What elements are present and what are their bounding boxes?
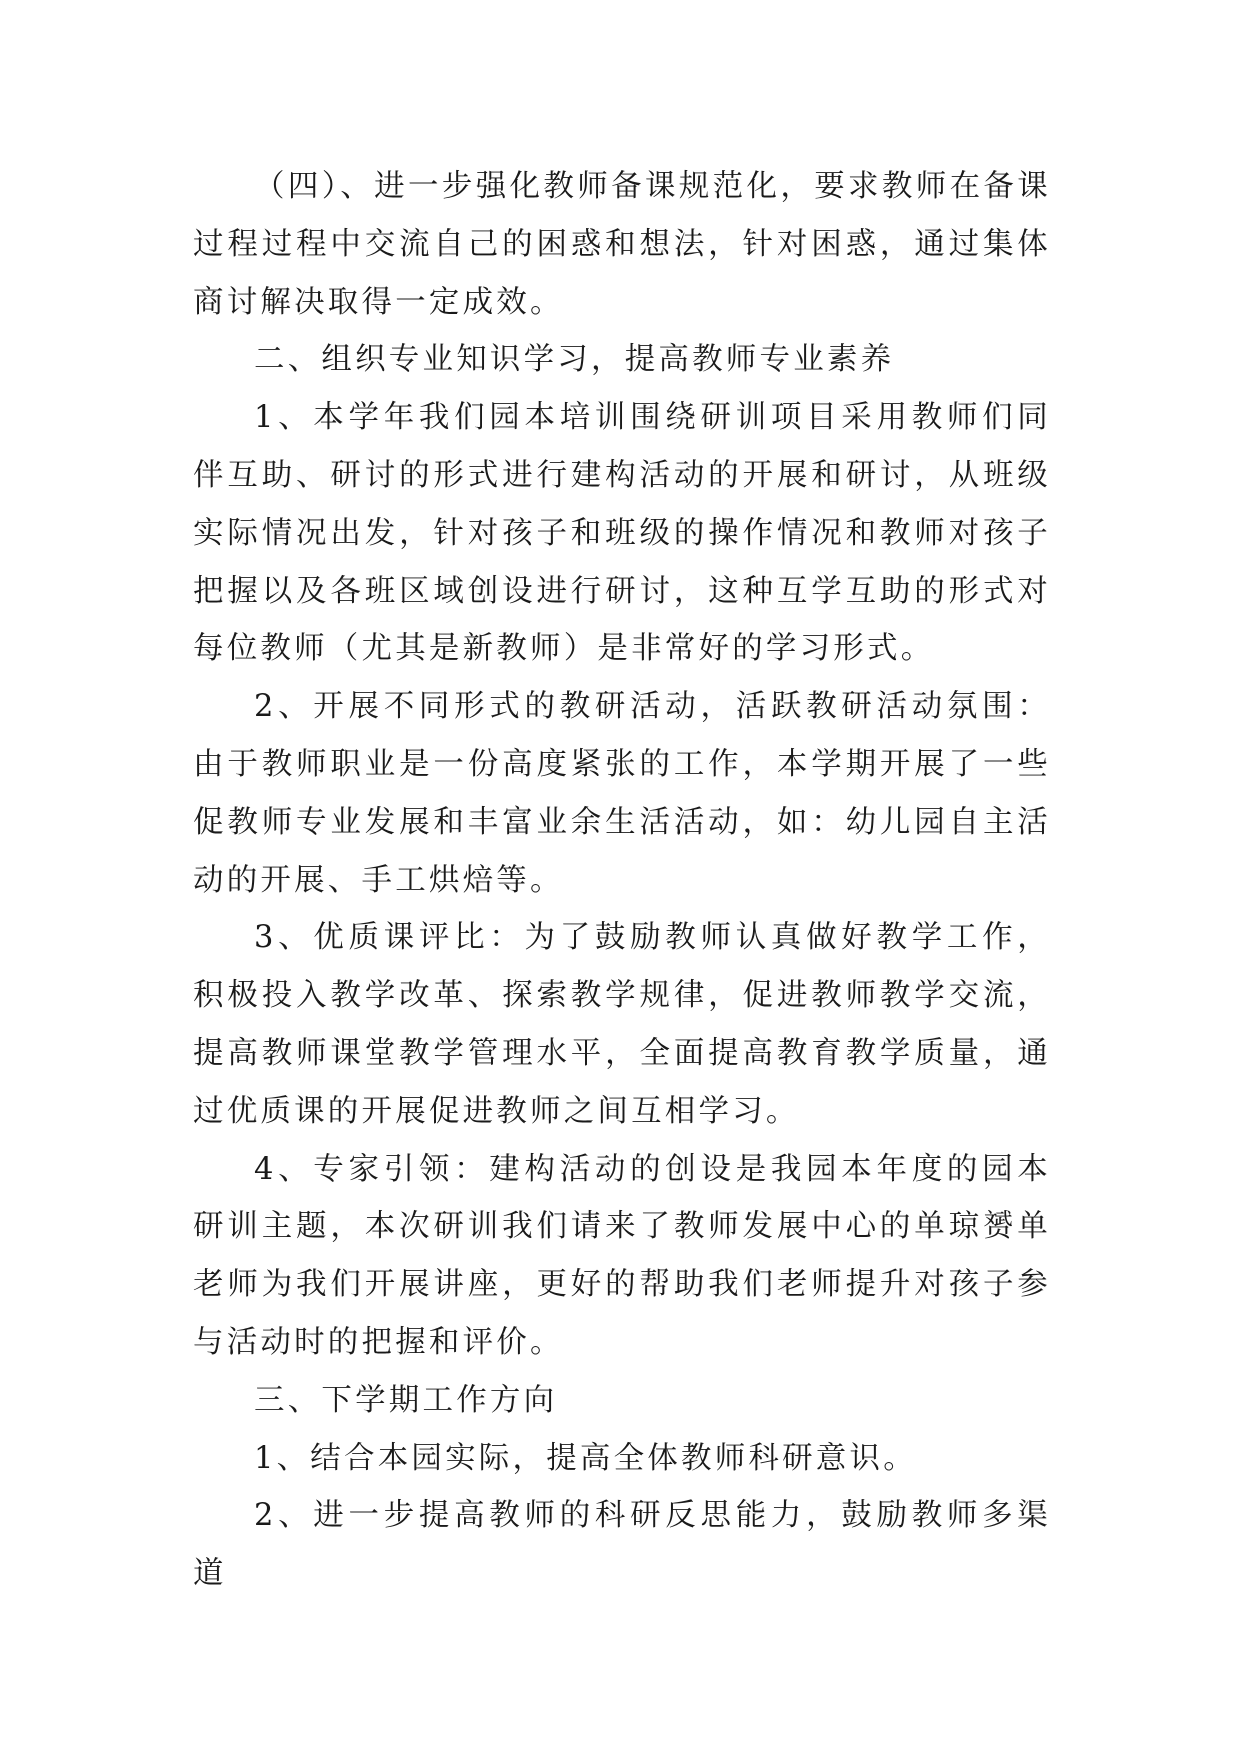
paragraph-prep-standardization: （四）、进一步强化教师备课规范化，要求教师在备课过程过程中交流自己的困惑和想法，针对困惑，通过集体商讨解决取得一定成效。 — [193, 169, 1051, 320]
paragraph-item-2: 2、开展不同形式的教研活动，活跃教研活动氛围：由于教师职业是一份高度紧张的工作，本学期开展了一些促教师专业发展和丰富业余生活活动，如：幼儿园自主活动的开展、手工烘焙等。 — [193, 689, 1051, 898]
heading-section-two: 二、组织专业知识学习，提高教师专业素养 — [254, 342, 895, 378]
document-body — [193, 158, 1051, 1603]
paragraph-item-3: 3、优质课评比：为了鼓励教师认真做好教学工作，积极投入教学改革、探索教学规律，促进教师教学交流，提高教师课堂教学管理水平，全面提高教育教学质量，通过优质课的开展促进教师之间互相学习。 — [193, 920, 1051, 1129]
paragraph-item-4: 4、专家引领：建构活动的创设是我园本年度的园本研训主题，本次研训我们请来了教师发展中心的单琼赟单老师为我们开展讲座，更好的帮助我们老师提升对孩子参与活动时的把握和评价。 — [193, 1151, 1051, 1360]
paragraph-item-1: 1、本学年我们园本培训围绕研训项目采用教师们同伴互助、研讨的形式进行建构活动的开展和研讨，从班级实际情况出发，针对孩子和班级的操作情况和教师对孩子把握以及各班区域创设进行研讨，这种互学互助的形式对每位教师（尤其是新教师）是非常好的学习形式。 — [193, 400, 1051, 667]
heading-section-three: 三、下学期工作方向 — [254, 1382, 558, 1418]
paragraph-direction-2: 2、进一步提高教师的科研反思能力，鼓励教师多渠道 — [193, 1498, 1051, 1592]
paragraph-direction-1: 1、结合本园实际，提高全体教师科研意识。 — [254, 1440, 917, 1476]
